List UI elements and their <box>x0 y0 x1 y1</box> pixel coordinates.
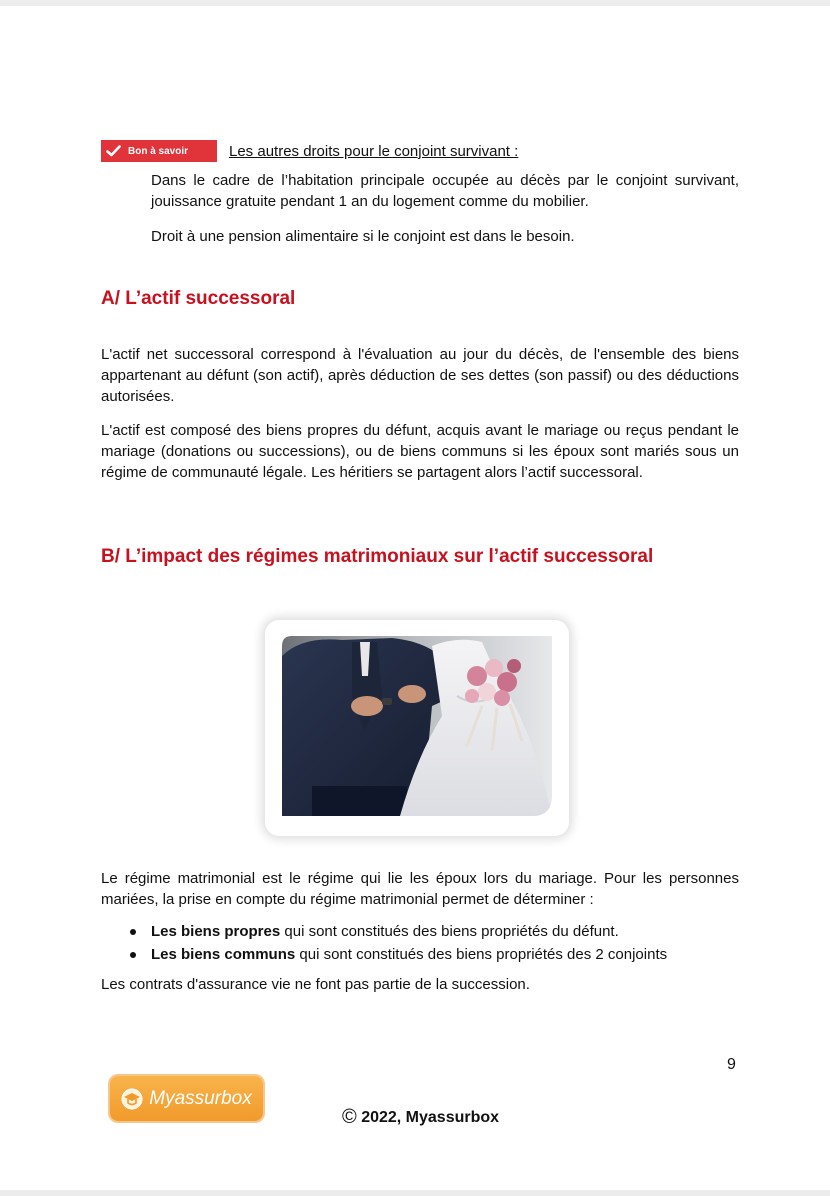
copyright-text: 2022, Myassurbox <box>356 1109 500 1126</box>
bon-a-savoir-badge <box>101 140 217 162</box>
list-item <box>101 920 751 943</box>
list-item-bold: Les biens propres <box>151 923 281 940</box>
tip-title: Les autres droits pour le conjoint survivant : <box>229 143 519 160</box>
graduation-cap-icon <box>121 1088 143 1110</box>
wedding-couple-image <box>282 636 552 816</box>
body-paragraph: L'actif net successoral correspond à l'évaluation au jour du décès, de l'ensemble des biens appartenant au défunt (son actif), après déduction de ses dettes (son passif) ou des déductions autorisées. <box>101 346 739 405</box>
list-item-bold: Les biens communs <box>151 946 296 963</box>
copyright-icon: © <box>342 1106 357 1128</box>
checkmark-icon <box>106 145 121 157</box>
page-number: 9 <box>727 1056 736 1073</box>
section-a-heading: A/ L’actif successoral <box>101 288 296 309</box>
list-item-text: qui sont constitués des biens propriétés des 2 conjoints <box>295 946 668 963</box>
bullet-list <box>101 920 751 966</box>
wedding-photo-frame <box>265 620 569 836</box>
body-paragraph: L'actif est composé des biens propres du défunt, acquis avant le mariage ou reçus pendant le mariage (donations ou successions), ou de biens communs si les époux sont mariés sous un régime de communauté légale. Les héritiers se partagent alors l’actif successoral. <box>101 422 739 481</box>
copyright-notice <box>342 1105 499 1128</box>
tip-paragraph: Dans le cadre de l’habitation principale occupée au décès par le conjoint survivant, jouissance gratuite pendant 1 an du logement comme du mobilier. <box>151 172 739 210</box>
document-page <box>0 6 830 1190</box>
body-paragraph: Le régime matrimonial est le régime qui lie les époux lors du mariage. Pour les personnes mariées, la prise en compte du régime matrimonial permet de déterminer : <box>101 870 739 908</box>
logo-text: Myassurbox <box>149 1087 252 1109</box>
bullet-dot-icon <box>130 929 136 935</box>
body-paragraph: Les contrats d'assurance vie ne font pas partie de la succession. <box>101 976 530 993</box>
myassurbox-logo <box>110 1076 263 1121</box>
badge-label: Bon à savoir <box>128 145 189 157</box>
section-b-heading: B/ L’impact des régimes matrimoniaux sur l’actif successoral <box>101 546 654 567</box>
tip-paragraph: Droit à une pension alimentaire si le conjoint est dans le besoin. <box>151 228 575 245</box>
bullet-dot-icon <box>130 952 136 958</box>
tip-box <box>101 140 761 164</box>
list-item-text: qui sont constitués des biens propriétés du défunt. <box>280 923 619 940</box>
list-item <box>101 943 751 966</box>
